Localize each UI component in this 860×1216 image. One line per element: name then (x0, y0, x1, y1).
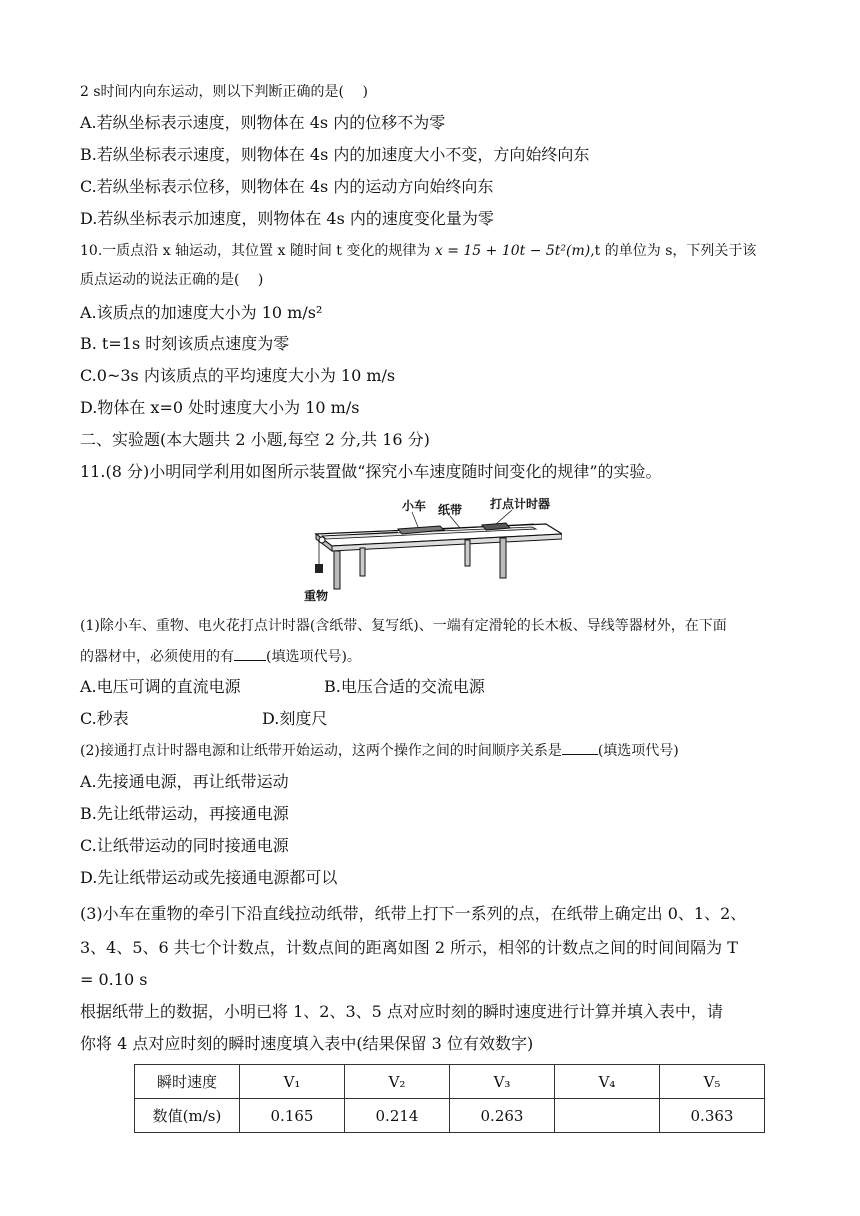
q9-option-c: C.若纵坐标表示位移，则物体在 4s 内的运动方向始终向东 (80, 177, 494, 196)
label-tape: 纸带 (438, 503, 463, 517)
table-row (135, 1099, 765, 1133)
q11-p1-option-d: D.刻度尺 (262, 709, 328, 728)
table-cell: 0.165 (240, 1099, 345, 1133)
table-header-cell: V₄ (555, 1065, 660, 1099)
q11-stem: 11.(8 分)小明同学利用如图所示装置做“探究小车速度随时间变化的规律”的实验。 (80, 462, 662, 481)
q11-p2-option-a: A.先接通电源，再让纸带运动 (80, 772, 289, 791)
q10-option-a: A.该质点的加速度大小为 10 m/s² (80, 303, 323, 322)
q11-p1-text-a: 的器材中，必须使用的有 (80, 649, 234, 665)
table-header-cell: V₁ (240, 1065, 345, 1099)
q11-p2-text-b: (填选项代号) (597, 743, 679, 759)
q11-p2-stem (80, 740, 679, 761)
table-leg (465, 540, 470, 566)
answer-blank[interactable] (562, 740, 598, 755)
table-cell: 0.363 (660, 1099, 765, 1133)
q9-option-d: D.若纵坐标表示加速度，则物体在 4s 内的速度变化量为零 (80, 209, 494, 228)
velocity-table (134, 1064, 765, 1133)
q10-option-c: C.0~3s 内该质点的平均速度大小为 10 m/s (80, 366, 396, 385)
table-cell: 数值(m/s) (135, 1099, 240, 1133)
q10-formula: x = 15 + 10t − 5t²(m) (434, 243, 591, 259)
leader-line (412, 512, 418, 527)
weight (315, 564, 323, 573)
q11-p3-line4: 根据纸带上的数据，小明已将 1、2、3、5 点对应时刻的瞬时速度进行计算并填入表中，请 (80, 1002, 723, 1021)
table-header-cell: V₅ (660, 1065, 765, 1099)
table-header-cell: V₃ (450, 1065, 555, 1099)
q10-option-b: B. t=1s 时刻该质点速度为零 (80, 334, 290, 353)
q11-p1-text-b: (填选项代号)。 (266, 649, 361, 665)
label-weight: 重物 (304, 589, 329, 603)
table-header-cell: V₂ (345, 1065, 450, 1099)
q11-p1-line2 (80, 646, 361, 667)
table-cell: 0.214 (345, 1099, 450, 1133)
q11-p1-option-a: A.电压可调的直流电源 (80, 677, 241, 696)
pulley (319, 537, 325, 543)
q9-option-a: A.若纵坐标表示速度，则物体在 4s 内的位移不为零 (80, 113, 446, 132)
q10-option-d: D.物体在 x=0 处时速度大小为 10 m/s (80, 398, 360, 417)
q10-stem (80, 241, 756, 261)
q11-p3-line2: 3、4、5、6 共七个计数点，计数点间的距离如图 2 所示，相邻的计数点之间的时间间隔为 T (80, 938, 738, 957)
table-header-row (135, 1065, 765, 1099)
label-cart: 小车 (402, 499, 427, 513)
q10-stem-line2: 质点运动的说法正确的是( ) (80, 272, 264, 288)
answer-blank[interactable] (234, 646, 266, 661)
q10-stem-a: 10.一质点沿 x 轴运动，其位置 x 随时间 t 变化的规律为 (80, 243, 435, 259)
q11-p1-option-c: C.秒表 (80, 709, 129, 728)
q11-p2-option-b: B.先让纸带运动，再接通电源 (80, 804, 289, 823)
table-leg (360, 548, 365, 576)
q11-p2-option-c: C.让纸带运动的同时接通电源 (80, 836, 289, 855)
table-leg (334, 551, 340, 589)
q11-p3-line1: (3)小车在重物的牵引下沿直线拉动纸带，纸带上打下一系列的点，在纸带上确定出 0、1、2、 (80, 904, 747, 923)
q11-p1-option-b: B.电压合适的交流电源 (324, 677, 485, 696)
table-header-cell: 瞬时速度 (135, 1065, 240, 1099)
leader-line (450, 516, 460, 528)
table-cell: 0.263 (450, 1099, 555, 1133)
q10-stem-b: ,t 的单位为 s，下列关于该 (590, 243, 757, 259)
q11-p3-line5: 你将 4 点对应时刻的瞬时速度填入表中(结果保留 3 位有效数字) (80, 1034, 534, 1053)
section-heading: 二、实验题(本大题共 2 小题,每空 2 分,共 16 分) (80, 430, 430, 449)
answer-cell-v4[interactable] (555, 1099, 660, 1133)
table-leg (500, 538, 506, 578)
leader-line (496, 510, 512, 524)
q11-p2-text-a: (2)接通打点计时器电源和让纸带开始运动，这两个操作之间的时间顺序关系是 (80, 743, 562, 759)
apparatus-figure (300, 494, 562, 606)
q9-stem: 2 s时间内向东运动，则以下判断正确的是( ) (80, 84, 368, 100)
q11-p3-line3: = 0.10 s (80, 970, 148, 989)
q9-option-b: B.若纵坐标表示速度，则物体在 4s 内的加速度大小不变，方向始终向东 (80, 145, 590, 164)
q11-p1-line1: (1)除小车、重物、电火花打点计时器(含纸带、复写纸)、一端有定滑轮的长木板、导线等器材外，在下面 (80, 618, 727, 634)
label-timer: 打点计时器 (490, 497, 551, 511)
q11-p2-option-d: D.先让纸带运动或先接通电源都可以 (80, 868, 338, 887)
